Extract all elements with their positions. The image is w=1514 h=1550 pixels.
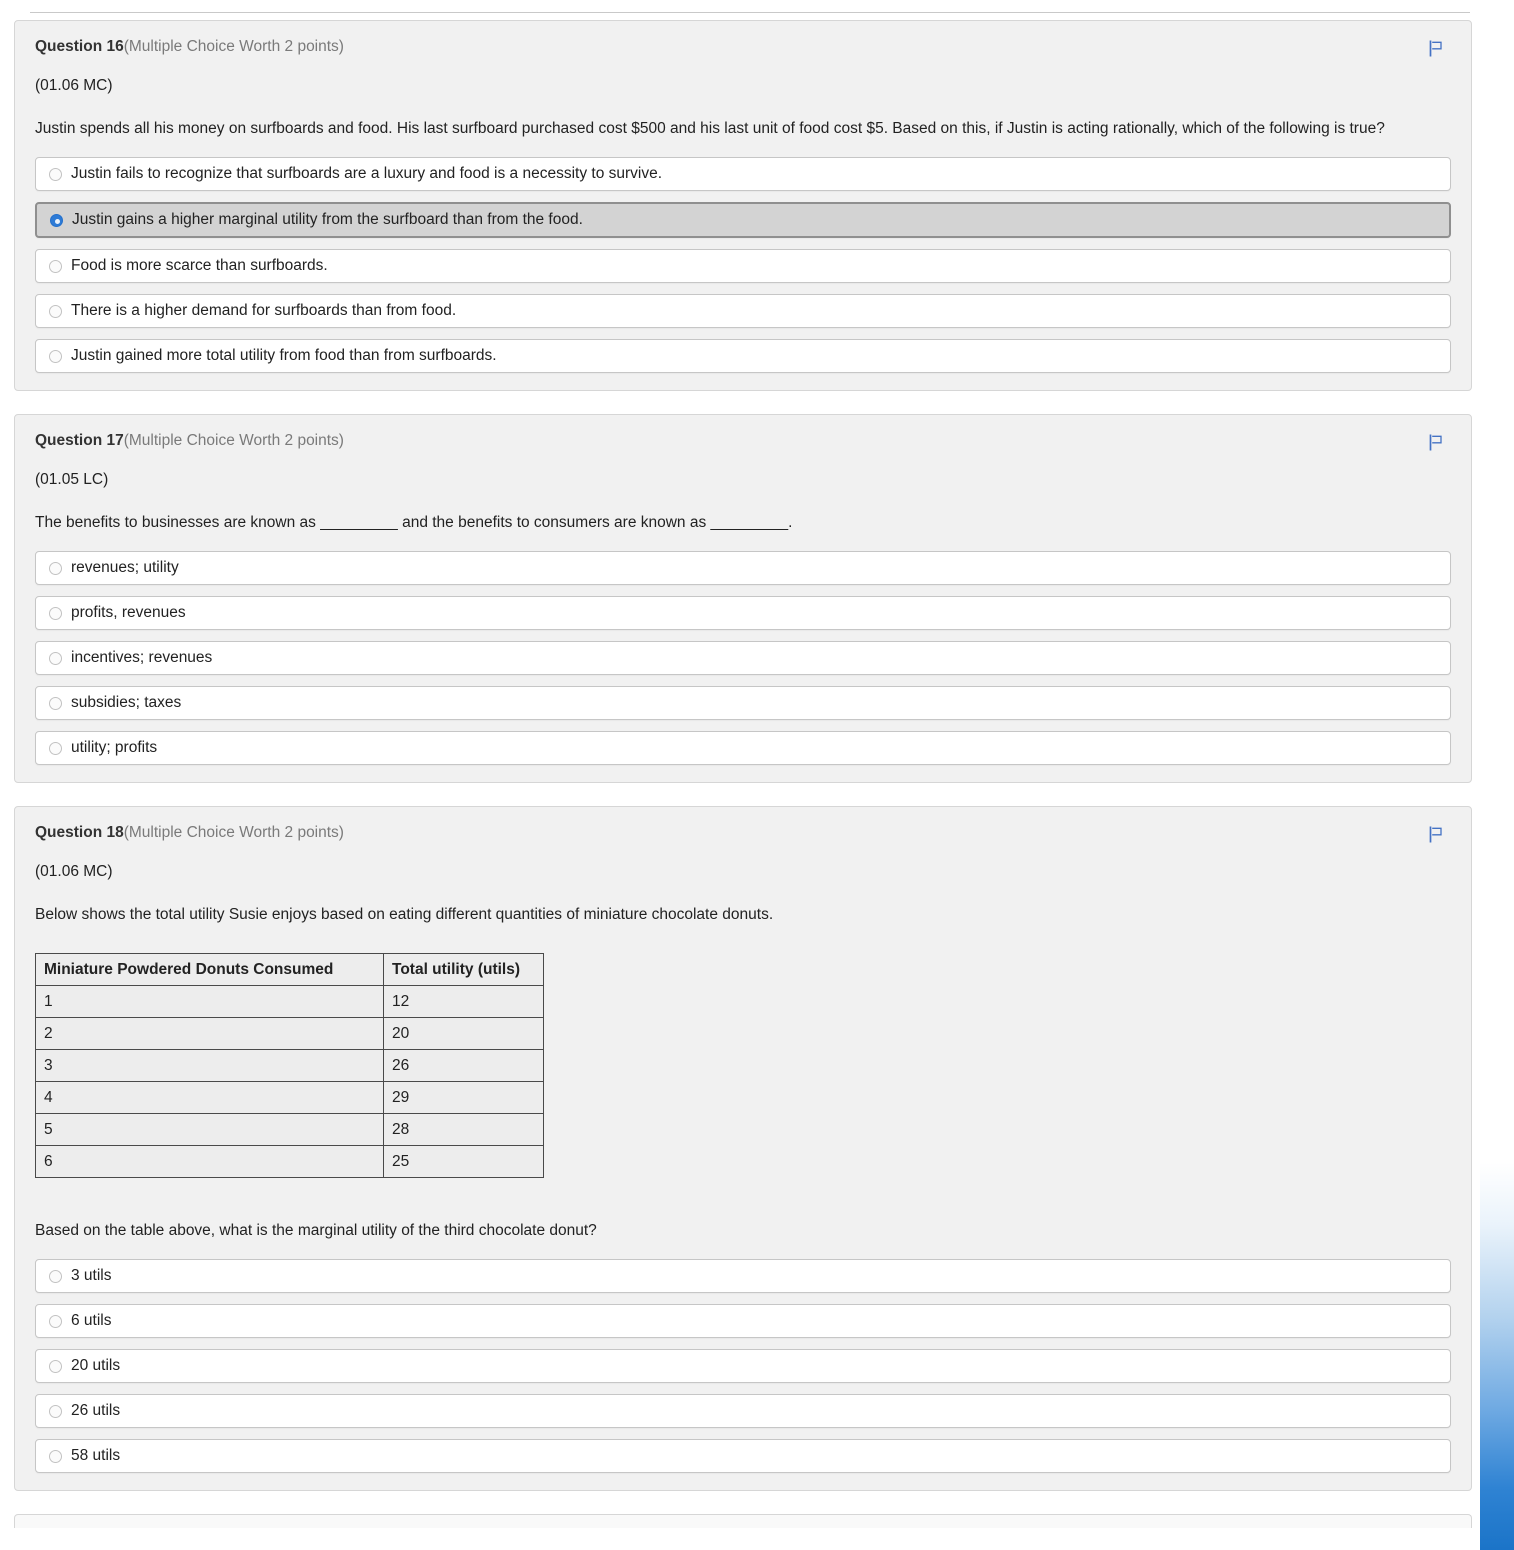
- option-label: Justin fails to recognize that surfboards are a luxury and food is a necessity to survive.: [71, 165, 663, 182]
- radio-button-icon[interactable]: [49, 350, 62, 363]
- radio-button-icon[interactable]: [49, 1450, 62, 1463]
- question-title: Question 16: [35, 38, 124, 55]
- option-label: Food is more scarce than surfboards.: [71, 257, 328, 274]
- answer-option[interactable]: [35, 157, 1451, 191]
- radio-button-icon[interactable]: [49, 652, 62, 665]
- radio-button-icon[interactable]: [49, 607, 62, 620]
- table-row: [36, 1146, 544, 1178]
- radio-button-icon[interactable]: [49, 562, 62, 575]
- table-row: [36, 1018, 544, 1050]
- radio-button-icon[interactable]: [50, 214, 63, 227]
- answer-option[interactable]: [35, 596, 1451, 630]
- table-cell: 28: [384, 1114, 544, 1146]
- answer-options: [35, 1259, 1451, 1473]
- question-code: (01.05 LC): [35, 471, 109, 488]
- table-row: [36, 986, 544, 1018]
- radio-button-icon[interactable]: [49, 1315, 62, 1328]
- answer-option[interactable]: [35, 1259, 1451, 1293]
- answer-option[interactable]: [35, 294, 1451, 328]
- question-header: [35, 432, 1451, 458]
- answer-option[interactable]: [35, 339, 1451, 373]
- table-header-cell: Miniature Powdered Donuts Consumed: [36, 954, 384, 986]
- answer-option[interactable]: [35, 1349, 1451, 1383]
- answer-option[interactable]: [35, 551, 1451, 585]
- question-prompt: Below shows the total utility Susie enjoys based on eating different quantities of miniature chocolate donuts.: [35, 906, 774, 923]
- table-cell: 4: [36, 1082, 384, 1114]
- table-cell: 6: [36, 1146, 384, 1178]
- table-cell: 12: [384, 986, 544, 1018]
- table-cell: 2: [36, 1018, 384, 1050]
- question-heading: [35, 38, 344, 56]
- question-code: (01.06 MC): [35, 77, 113, 94]
- option-label: 3 utils: [71, 1267, 112, 1284]
- question-heading: [35, 824, 344, 842]
- option-label: 26 utils: [71, 1402, 121, 1419]
- option-label: 58 utils: [71, 1447, 121, 1464]
- table-cell: 20: [384, 1018, 544, 1050]
- option-label: revenues; utility: [71, 559, 179, 576]
- answer-options: [35, 157, 1451, 373]
- radio-button-icon[interactable]: [49, 168, 62, 181]
- answer-option[interactable]: [35, 202, 1451, 238]
- question-code: (01.06 MC): [35, 863, 113, 880]
- radio-button-icon[interactable]: [49, 697, 62, 710]
- question-points-label: (Multiple Choice Worth 2 points): [123, 38, 344, 55]
- answer-option[interactable]: [35, 1394, 1451, 1428]
- question-sub-prompt: Based on the table above, what is the marginal utility of the third chocolate donut?: [35, 1222, 597, 1239]
- option-label: Justin gains a higher marginal utility from the surfboard than from the food.: [72, 211, 583, 228]
- table-cell: 29: [384, 1082, 544, 1114]
- radio-button-icon[interactable]: [49, 1405, 62, 1418]
- question-prompt: The benefits to businesses are known as _________ and the benefits to consumers are known as _________.: [35, 514, 793, 531]
- question-points-label: (Multiple Choice Worth 2 points): [123, 432, 344, 449]
- option-label: profits, revenues: [71, 604, 186, 621]
- table-cell: 1: [36, 986, 384, 1018]
- radio-button-icon[interactable]: [49, 1270, 62, 1283]
- option-label: Justin gained more total utility from food than from surfboards.: [71, 347, 497, 364]
- question-points-label: (Multiple Choice Worth 2 points): [123, 824, 344, 841]
- table-cell: 26: [384, 1050, 544, 1082]
- question-header: [35, 38, 1451, 64]
- option-label: utility; profits: [71, 739, 158, 756]
- next-question-card-edge: [14, 1514, 1472, 1528]
- flag-question-button[interactable]: [1426, 824, 1445, 850]
- table-cell: 5: [36, 1114, 384, 1146]
- option-label: subsidies; taxes: [71, 694, 182, 711]
- radio-button-icon[interactable]: [49, 742, 62, 755]
- answer-option[interactable]: [35, 1439, 1451, 1473]
- option-label: There is a higher demand for surfboards than from food.: [71, 302, 457, 319]
- flag-icon: [1428, 40, 1443, 57]
- previous-question-card-edge: [30, 0, 1470, 13]
- option-label: 6 utils: [71, 1312, 112, 1329]
- table-row: [36, 1114, 544, 1146]
- background-image-strip: [1480, 0, 1514, 1550]
- radio-button-icon[interactable]: [49, 1360, 62, 1373]
- table-header-row: [36, 954, 544, 986]
- option-label: incentives; revenues: [71, 649, 213, 666]
- table-row: [36, 1082, 544, 1114]
- table-header-cell: Total utility (utils): [384, 954, 544, 986]
- table-cell: 25: [384, 1146, 544, 1178]
- answer-option[interactable]: [35, 686, 1451, 720]
- question-title: Question 17: [35, 432, 124, 449]
- radio-button-icon[interactable]: [49, 305, 62, 318]
- answer-options: [35, 551, 1451, 765]
- question-card-18: [14, 806, 1472, 1491]
- flag-question-button[interactable]: [1426, 38, 1445, 64]
- question-title: Question 18: [35, 824, 124, 841]
- question-card-17: [14, 414, 1472, 783]
- question-header: [35, 824, 1451, 850]
- answer-option[interactable]: [35, 731, 1451, 765]
- flag-icon: [1428, 826, 1443, 843]
- answer-option[interactable]: [35, 641, 1451, 675]
- table-cell: 3: [36, 1050, 384, 1082]
- table-row: [36, 1050, 544, 1082]
- answer-option[interactable]: [35, 249, 1451, 283]
- radio-button-icon[interactable]: [49, 260, 62, 273]
- question-heading: [35, 432, 344, 450]
- question-prompt: Justin spends all his money on surfboards and food. His last surfboard purchased cost $500 and his last unit of food cost $5. Based on this, if Justin is acting rationally, which of the following is true?: [35, 120, 1385, 137]
- question-card-16: [14, 20, 1472, 391]
- answer-option[interactable]: [35, 1304, 1451, 1338]
- flag-question-button[interactable]: [1426, 432, 1445, 458]
- flag-icon: [1428, 434, 1443, 451]
- option-label: 20 utils: [71, 1357, 121, 1374]
- total-utility-table: [35, 953, 544, 1178]
